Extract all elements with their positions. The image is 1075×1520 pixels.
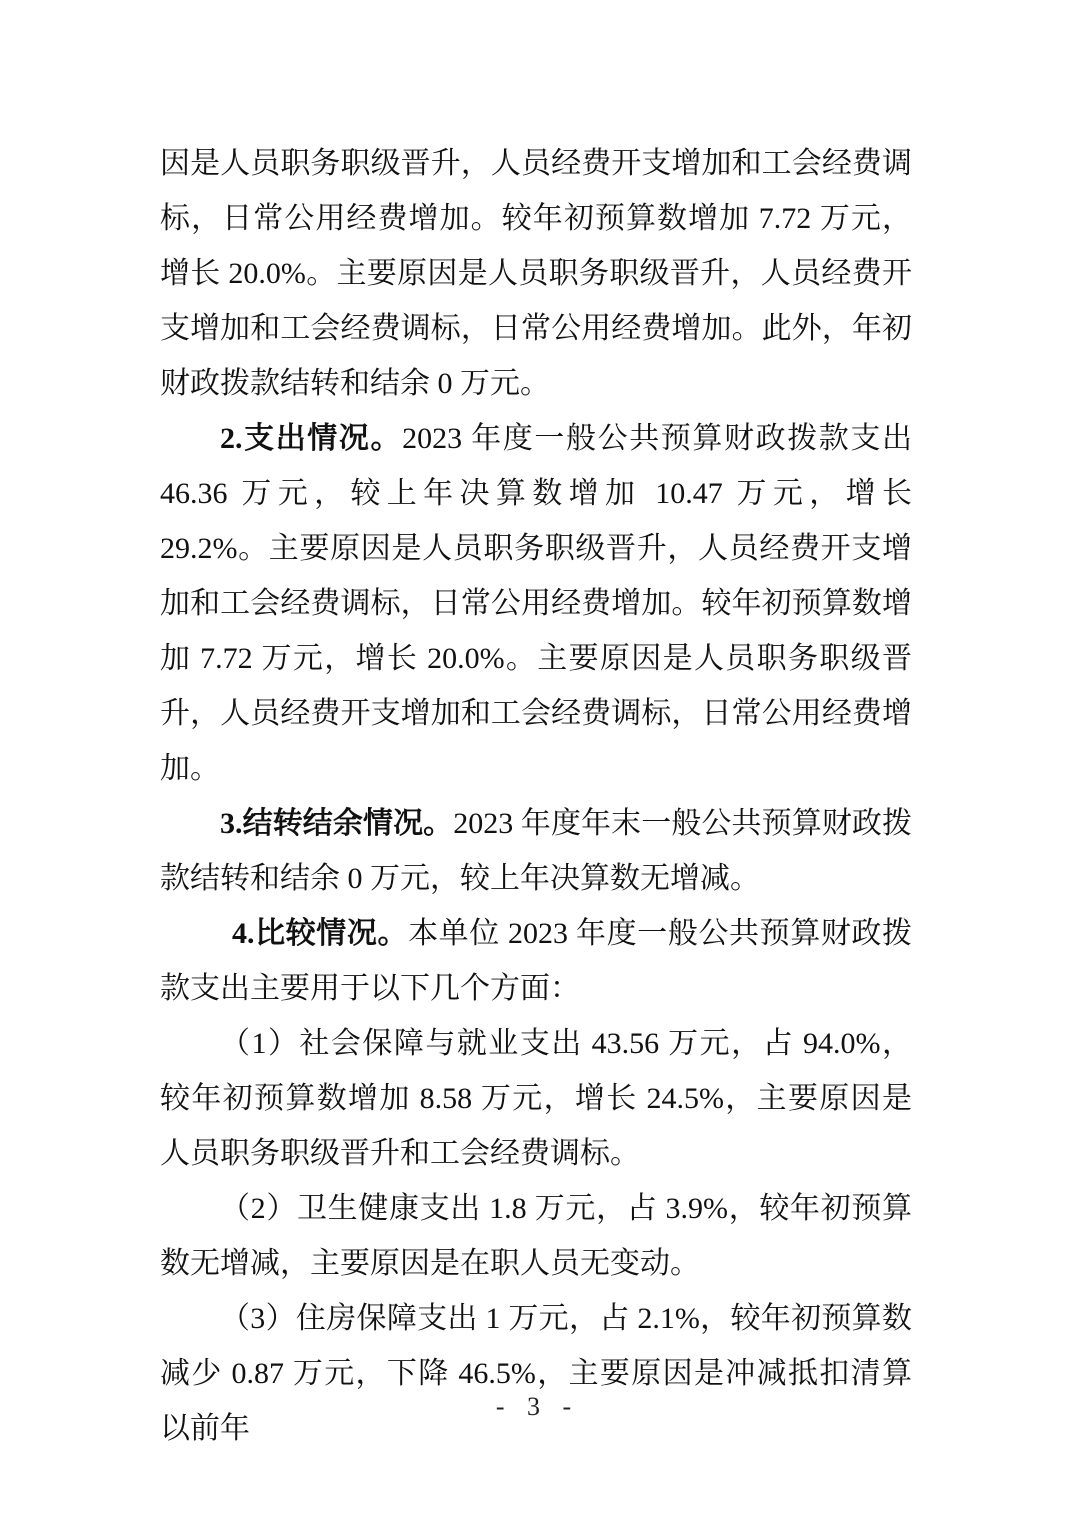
paragraph-text: 因是人员职务职级晋升，人员经费开支增加和工会经费调标，日常公用经费增加。较年初预算数增加 7.72 万元，增长 20.0%。主要原因是人员职务职级晋升，人员经费开支增加和工会经费调标，日常公用经费增加。此外，年初财政拨款结转和结余 0 万元。 bbox=[160, 147, 912, 400]
paragraph-item-1 bbox=[160, 1016, 912, 1181]
paragraph-2-expenditure bbox=[160, 411, 912, 796]
section-3-heading: 3.结转结余情况。 bbox=[220, 807, 454, 840]
paragraph-text: （1）社会保障与就业支出 43.56 万元，占 94.0%，较年初预算数增加 8.58 万元，增长 24.5%，主要原因是人员职务职级晋升和工会经费调标。 bbox=[160, 1027, 912, 1170]
paragraph-text: 本单位 2023 年度一般公共预算财政拨款支出主要用于以下几个方面： bbox=[160, 917, 913, 1005]
paragraph-text: 2023 年度年末一般公共预算财政拨款结转和结余 0 万元，较上年决算数无增减。 bbox=[160, 807, 913, 895]
paragraph-item-3 bbox=[160, 1291, 912, 1456]
paragraph-3-carryover bbox=[160, 796, 912, 906]
paragraph-text: 2023 年度一般公共预算财政拨款支出 46.36 万元，较上年决算数增加 10.47 万元，增长 29.2%。主要原因是人员职务职级晋升，人员经费开支增加和工会经费调标，日常公用经费增加。较年初预算数增加 7.72 万元，增长 20.0%。主要原因是人员职务职级晋升，人员经费开支增加和工会经费调标，日常公用经费增加。 bbox=[160, 422, 913, 785]
section-4-heading: 4.比较情况。 bbox=[232, 917, 409, 950]
paragraph-text: （2）卫生健康支出 1.8 万元，占 3.9%，较年初预算数无增减，主要原因是在职人员无变动。 bbox=[160, 1192, 912, 1280]
document-body bbox=[160, 136, 912, 1456]
section-2-heading: 2.支出情况。 bbox=[220, 422, 403, 455]
paragraph-item-2 bbox=[160, 1181, 912, 1291]
paragraph-continuation bbox=[160, 136, 912, 411]
paragraph-text: （3）住房保障支出 1 万元，占 2.1%，较年初预算数减少 0.87 万元，下降 46.5%，主要原因是冲减抵扣清算以前年 bbox=[160, 1302, 912, 1445]
paragraph-4-comparison bbox=[160, 906, 912, 1016]
page-number: - 3 - bbox=[495, 1392, 580, 1421]
